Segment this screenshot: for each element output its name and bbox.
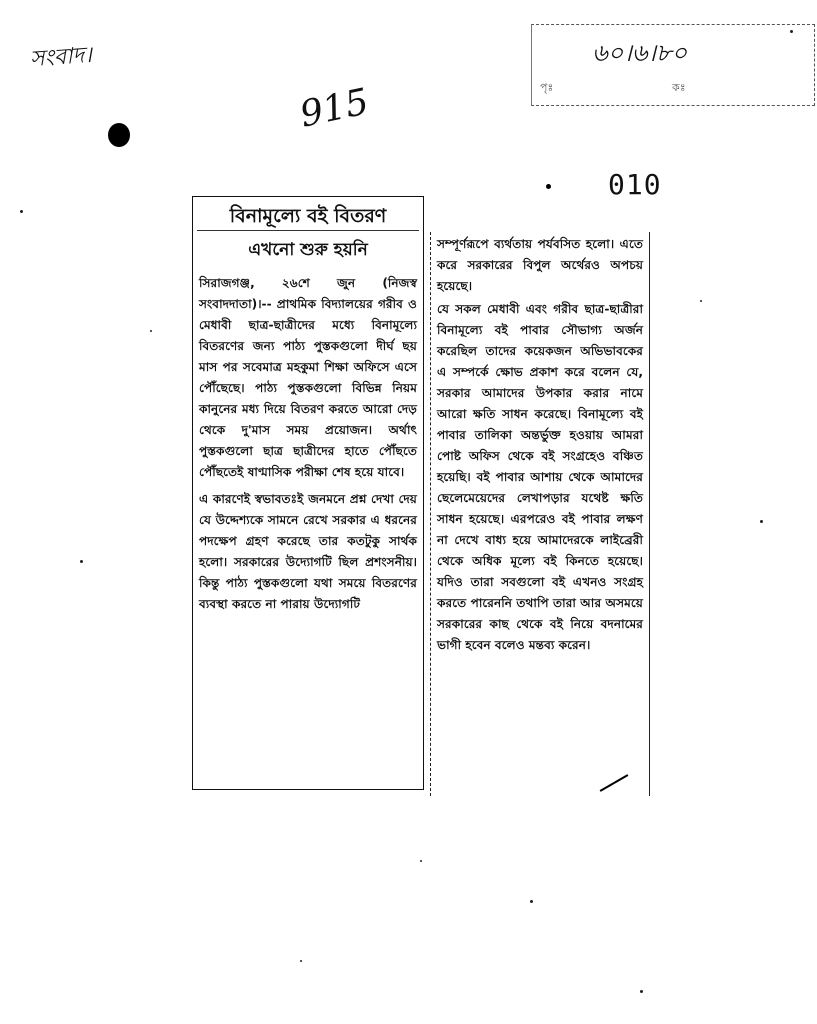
archive-stamp [531,24,815,106]
dot-mark [546,184,551,189]
hole-punch [108,123,130,147]
article-subheadline: এখনো শুরু হয়নি [248,239,368,260]
newspaper-clipping [192,196,652,794]
article-paragraph: সিরাজগঞ্জ, ২৬শে জুন (নিজস্ব সংবাদদাতা)।-- প্রাথমিক বিদ্যালয়ের গরীব ও মেধাবী ছাত্র-ছাত্রীদের মধ্যে বিনামূল্যে বিতরণের জন্য পাঠ্য পুস্তকগুলো দীর্ঘ ছয় মাস পর সবেমাত্র মহকুমা শিক্ষা অফিসে এসে পৌঁছেছে। পাঠ্য পুস্তকগুলো বিভিন্ন নিয়ম কানুনের মধ্য দিয়ে বিতরণ করতে আরো দেড় থেকে দু'মাস সময় প্রয়োজন। অর্থাৎ পুস্তকগুলো ছাত্র ছাত্রীদের হাতে পৌঁছতে পৌঁছতেই ষাণ্মাসিক পরীক্ষা শেষ হয়ে যাবে। [199,275,417,479]
stamp-column-label: কঃ [672,81,686,94]
source-label: সংবাদ। [29,42,93,73]
stamp-page-label: পৃঃ [540,81,554,94]
article-column-right [430,232,650,796]
stamp-date: ৬০।৬।৮০ [592,39,688,67]
article-headline: বিনামূল্যে বই বিতরণ [197,197,419,231]
article-column-left [192,196,424,790]
article-paragraph: যে সকল মেধাবী এবং গরীব ছাত্র-ছাত্রীরা বিনামূল্যে বই পাবার সৌভাগ্য অর্জন করেছিল তাদের কয়েকজন অভিভাবকের এ সম্পর্কে ক্ষোভ প্রকাশ করে বলেন যে, সরকার আমাদের উপকার করার নামে আরো ক্ষতি সাধন করেছে। বিনামূল্যে বই পাবার তালিকা অন্তর্ভুক্ত হওয়ায় আমরা পোষ্ট অফিস থেকে বই সংগ্রহেও বঞ্চিত হয়েছি। বই পাবার আশায় থেকে আমাদের ছেলেমেয়েদের লেখাপড়ার যথেষ্ট ক্ষতি সাধন হয়েছে। এরপরেও বই পাবার লক্ষণ না দেখে বাধ্য হয়ে আমাদেরকে লাইব্রেরী থেকে অধিক মূল্যে বই কিনতে হয়েছে। যদিও তারা সবগুলো বই এখনও সংগ্রহ করতে পারেননি তথাপি তারা আর অসময়ে সরকারের কাছ থেকে বই নিয়ে বদনামের ভাগী হবেন বলেও মন্তব্য করেন। [437,302,643,652]
page-number: 010 [608,168,662,201]
article-paragraph: সম্পূর্ণরূপে ব্যর্থতায় পর্যবসিত হলো। এতে করে সরকারের বিপুল অর্থেরও অপচয় হয়েছে। [437,237,643,293]
reference-number: 915 [296,81,373,136]
article-paragraph: এ কারণেই স্বভাবতঃই জনমনে প্রশ্ন দেখা দেয় যে উদ্দেশ্যকে সামনে রেখে সরকার এ ধরনের পদক্ষেপ গ্রহণ করেছে তার কতটুকু সার্থক হলো। সরকারের উদ্যোগটি ছিল প্রশংসনীয়। কিন্তু পাঠ্য পুস্তকগুলো যথা সময়ে বিতরণের ব্যবস্থা করতে না পারায় উদ্যোগটি [199,491,417,611]
